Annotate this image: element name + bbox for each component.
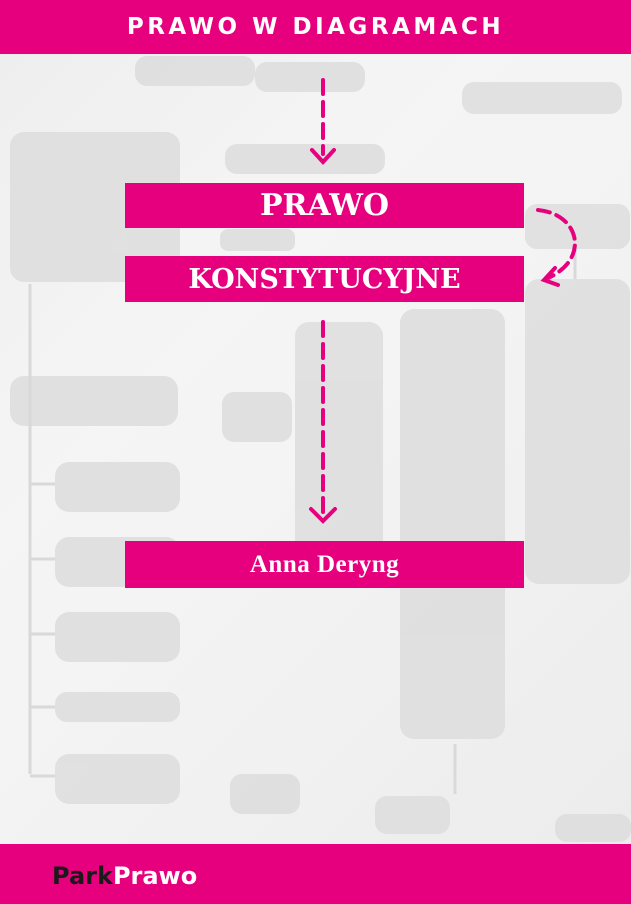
series-title: PRAWO W DIAGRAMACH: [126, 14, 505, 40]
author-name: Anna Deryng: [125, 541, 524, 588]
book-title-line-1: PRAWO: [125, 183, 524, 228]
publisher-logo: [52, 862, 197, 890]
publisher-logo-part2: Prawo: [112, 862, 198, 890]
series-band: [0, 0, 631, 54]
publisher-logo-part1: Park: [52, 862, 113, 890]
book-title-line-2: KONSTYTUCYJNE: [125, 256, 524, 302]
background-diagram: [0, 54, 631, 844]
